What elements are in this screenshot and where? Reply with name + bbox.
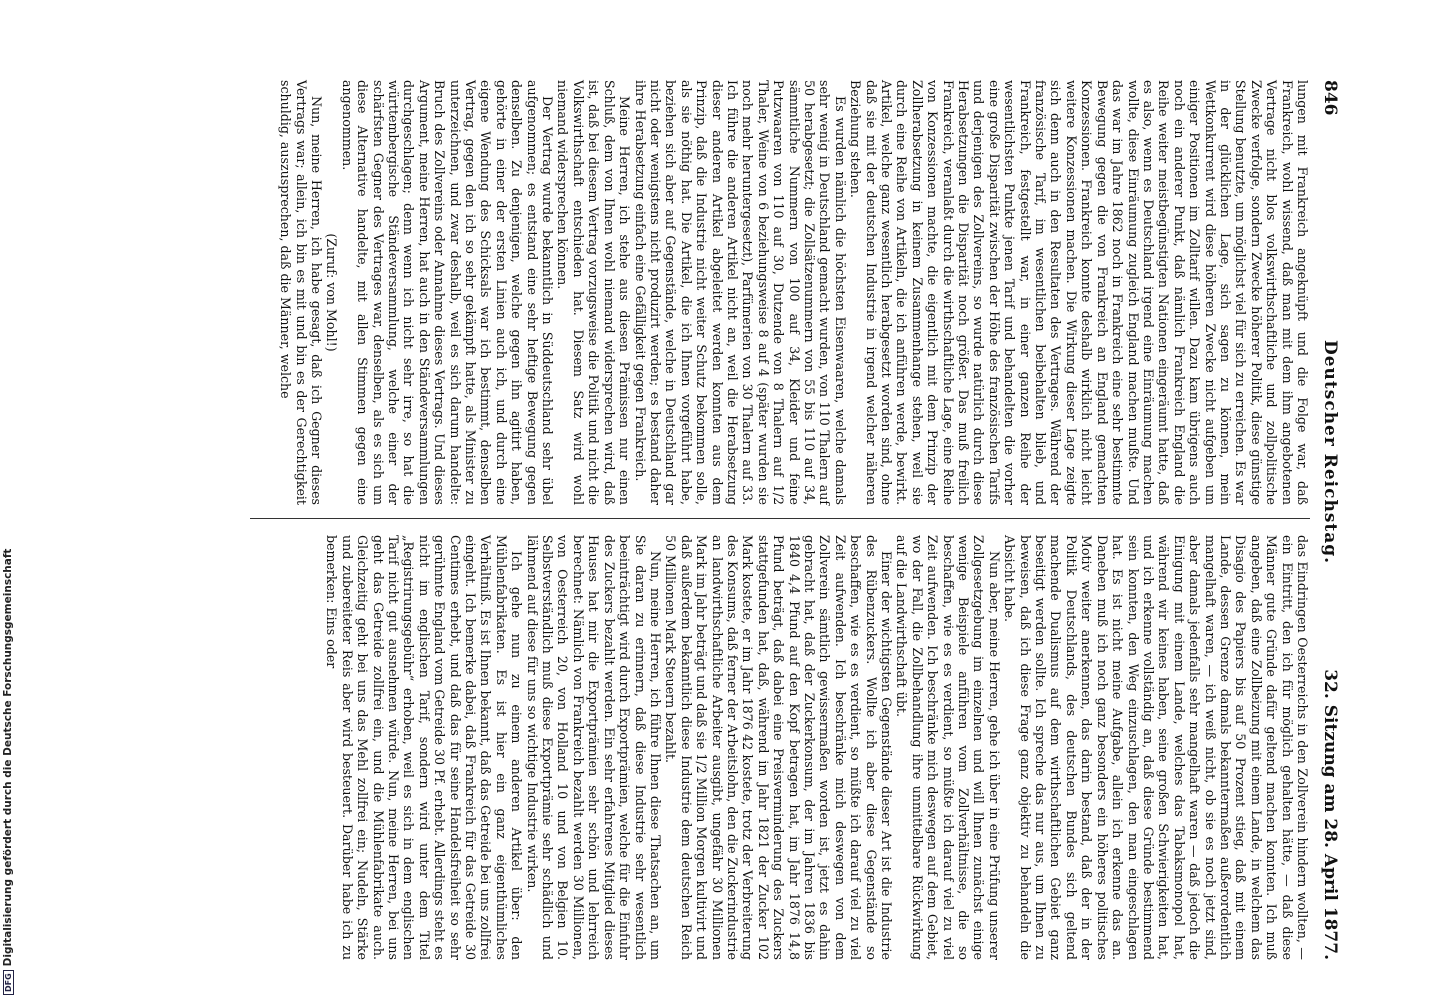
paragraph: Nun, meine Herren, ich führe Ihnen diese Thatsachen an, um Sie daran zu erinnern, daß diese Industrie sehr wesentlich beeinträchtigt wird durch Exportprämien, welche für die Einfuhr des Zuckers bezahlt werden. Ein sehr erfahrenes Mitglied dieses Hauses hat mir die Exportprämien sehr schön und lehrreich berechnet: Nämlich von Frankreich bezahlt werden 30 Millionen, von Oesterreich 20, von Holland 10 und von Belgien 10. Selbstverständlich muß diese Exportprämie sehr schädlich und lähmend auf diese für uns so wichtige Industrie wirken. [524,535,663,960]
interjection: (Zuruf: von Mohl!) [324,233,340,352]
page-header [1314,80,1340,960]
left-column [278,80,1310,505]
column-divider [250,518,1310,519]
paragraph: Einer der wichtigsten Gegenstände dieser Art ist die Industrie des Rübenzuckers. Wollte ich aber diese Gegenstände so beschaffen, wie es es verdient, so müßte ich darauf viel zu viel Zeit aufwenden. Ich beschränke mich deswegen von dem Zollverein sämtlich gewissermaßen worden ist, jetzt es dahin gebracht hat, daß der Zuckerkonsum, der im Jahren 1836 bis 1840 4,4 Pfund auf den Kopf betragen hat, im Jahr 1876 14,8 Pfund beträgt, daß dabei eine Preisverminderung des Zuckers stattgefunden hat, daß, während im Jahr 1821 der Zucker 102 Mark kostete, er im Jahr 1876 42 kostete, trotz der Verbreiterung des Konsums, daß ferner der Arbeitslohn, den die Zuckerindustrie an landwirthschaftliche Arbeiter ausgibt, ungefähr 30 Millionen Mark im Jahr beträgt und daß sie 1/2 Million Morgen kultivirt und daß außerdem bekanntlich diese Industrie dem deutschen Reich 50 Millionen Mark Steuern bezahlt. [663,535,895,960]
paragraph: das Eindringen Oesterreichs in den Zollverein hindern wollten, — ein Eintritt, den ich für möglich gehalten hätte, — daß diese Männer gute Gründe dafür geltend machen konnten. Ich muß angeben, daß eine Zollbeizung mit einem Lande, in welchem das Disagio des Papiers bis auf 50 Prozent stieg, daß mit einem Lande, dessen Grenze damals bekanntermaßen außerordentlich mangelhaft waren, — ich weiß nicht, ob sie es noch jetzt sind, aber damals jedenfalls sehr mangelhaft waren — daß jedoch die Einigung mit einem Lande, welches das Tabaksmonopol hat, während wir keines haben, seine großen Schwierigkeiten hat, und ich erkenne vollständig an, daß diese Gründe bestimmend sein konnten, den Weg einzuschlagen, den man eingeschlagen hat. Es ist nicht meine Aufgabe, allein ich erkenne das an. Daneben muß ich noch ganz besonders ein höheres politisches Motiv weiter anerkennen, das darin bestand, daß der in der Politik Deutschlands, des deutschen Bundes sich geltend machende Dualismus auf dem wirthschaftlichen Gebiet ganz beseitigt werden sollte. Ich spreche das nur aus, um Ihnen zu beweisen, daß ich diese Frage ganz objektiv zu behandeln die Absicht habe. [1002,535,1310,960]
paragraph: Es wurden nämlich die höchsten Eisenwaaren, welche damals sehr wenig in Deutschland gemacht wurden, von 110 Thalern auf 50 herabgesetzt; die Zollsätzenummern von 55 bis 110 auf 34, sämmtliche Nummern von 100 auf 34, Kleider und feine Putzwaaren von 110 auf 30, Dutzende von 8 Thalern auf 1/2 Thaler, Weine von 6 beziehungsweise 8 auf 4 (später wurden sie noch mehr heruntergesetzt), Parfümerien von 30 Thalern auf 33. Ich führe die anderen Artikel nicht an, weil die Herabsetzung dieser anderen Artikel abgeleitet werden konnten aus dem Prinzip, daß die Industrie nicht weiter Schutz bekommen solle, als sie nöthig hat. Die Artikel, die ich Ihnen vorgeführt habe, beziehen sich aber auf Gegenstände, welche in Deutschland gar nicht oder wenigstens nicht produzirt werden; es bestand daher ihre Herabsetzung einfach eine Gefälligkeit gegen Frankreich. [632,80,848,505]
page-number: 846 [1320,80,1340,116]
right-column [324,535,1310,960]
session-heading: 32. Sitzung am 28. April 1877. [1320,669,1340,960]
paragraph: Nun, meine Herren, ich habe gesagt, daß ich Gegner dieses Vertrags war; allein, ich bin es mit und bin es der Gerechtigkeit schuldig, auszusprechen, daß die Männer, welche [278,80,324,505]
scanned-page [200,80,1340,960]
dfg-logo: DFG [3,970,14,995]
credit-text: Digitalisierung gefördert durch die Deutsche Forschungsgemeinschaft [2,548,14,967]
paragraph: Ich gehe nun zu einem anderen Artikel über: den Mühlenfabrikaten. Es ist hier ein ganz eigenthümliches Verhältniß. Es ist Ihnen bekannt, daß das Getreide bei uns zollfrei eingeht. Ich bemerke dabei, daß Frankreich für das Getreide 30 Centimes erhebt, und daß das für seine Handelsfreiheit so sehr gerühmte England vom Getreide 30 Pf. erhebt. Allerdings steht es nicht im englischen Tarif, sondern wird unter dem Titel „Registrirungsgebühr“ erhoben, weil es sich in dem englischen Tarif nicht gut ausnehmen würde. Nun, meine Herren, bei uns geht das Getreide zollfrei ein, und die Mühlenfabrikate auch. Gleichzeitig geht bei uns das Mehl zollfrei ein; Nudeln, Stärke und zubereiteter Reis aber wird besteuert. Darüber habe ich zu bemerken: Eins oder [324,535,525,960]
digitization-credit [2,395,18,995]
page-title: Deutscher Reichstag. [1320,340,1340,565]
paragraph: Meine Herren, ich stehe aus diesen Prämissen nur einen Schluß, dem von Ihnen wohl niemand widersprechen wird, daß ist, daß bei diesem Vertrag vorzugsweise die Politik und nicht die Volkswirthschaft entschieden hat. Diesem Satz wird wohl niemand widersprechen können. [555,80,633,505]
paragraph: Der Vertrag wurde bekanntlich in Süddeutschland sehr übel aufgenommen; es entstand eine sehr heftige Bewegung gegen denselben. Zu denjenigen, welche gegen ihn agitirt haben, gehörte in einer der ersten Linien auch ich, und durch eine eigene Wendung des Schicksals war ich bestimmt, denselben Vertrag, gegen den ich so sehr gekämpft hatte, als Minister zu unterzeichnen, und zwar deshalb, weil es sich darum handelte: Bruch des Zollvereins oder Annahme dieses Vertrags. Und dieses Argument, meine Herren, hat auch in den Ständeversammlungen durchgeschlagen; denn wenn ich nicht sehr irre, so hat die württembergische Ständeversammlung, welche einer der schärfsten Gegner des Vertrages war, denselben, als es sich um diese Alternative handelte, mit allen Stimmen gegen eine angenommen. [339,80,556,505]
paragraph: lungen mit Frankreich angeknüpft und die Folge war, daß Frankreich, wohl wissend, daß man mit dem ihm angebotenen Vertrage nicht blos volkswirthschaftliche und zollpolitische Zwecke verfolge, sondern Zwecke höherer Politik, diese günstige Stellung benutzte, um möglichst viel für sich zu erreichen. Es war in der glücklichen Lage, sich sagen zu können, mein Wettkonkurrent wird diese höheren Zwecke nicht aufgeben um einiger Positionen im Zolltarif willen. Dazu kam übrigens auch noch ein anderer Punkt, daß nämlich Frankreich England die Reihe weiter meistbegünstigten Nationen eingeräumt hatte, daß es also, wenn es Deutschland irgend eine Einräumung machen wollte, diese Einräumung zugleich England machen mußte. Und das war im Jahre 1862 noch in Frankreich eine sehr bestimmte Bewegung gegen die von Frankreich an England gemachten Konzessionen. Frankreich konnte deshalb wirklich nicht leicht weitere Konzessionen machen. Die Wirkung dieser Lage zeigte sich denn auch in den Resultaten des Vertrages. Während der französische Tarif, im wesentlichen beibehalten blieb, und Frankreich, festgestellt war, in einer ganzen Reihe der wesentlichsten Punkte jenen Tarif und behandelten die vorher eine große Disparität zwischen der Höhe des französischen Tarifs und derjenigen des Zollvereins, so wurde natürlich durch diese Herabsetzungen die Disparität noch größer. Das muß freilich Frankreich, veranlaßt durch die wirthschaftliche Lage, eine Reihe von Konzessionen machte, die eigentlich mit dem Prinzip der Zollherabsetzung in keinem Zusammenhange stehen, weil sie durch eine Reihe von Artikeln, die ich anführen werde, bewirkt. Artikel, welche ganz wesentlich herabgesetzt worden sind, ohne daß sie mit der deutschen Industrie in irgend welcher näheren Beziehung stehen. [848,80,1310,505]
paragraph: Nun aber, meine Herren, gehe ich über in eine Prüfung unserer Zollgesetzgebung im einzelnen und will Ihnen zunächst einige wenige Beispiele anführen vom Zollverhältnisse, die so beschaffen, wie es es verdient, so müßte ich darauf viel zu viel Zeit aufwenden. Ich beschränke mich deswegen auf dem Gebiet, wo der Fall, die Zollbehandlung ihre unmittelbare Rückwirkung auf die Landwirthschaft übt. [894,535,1002,960]
